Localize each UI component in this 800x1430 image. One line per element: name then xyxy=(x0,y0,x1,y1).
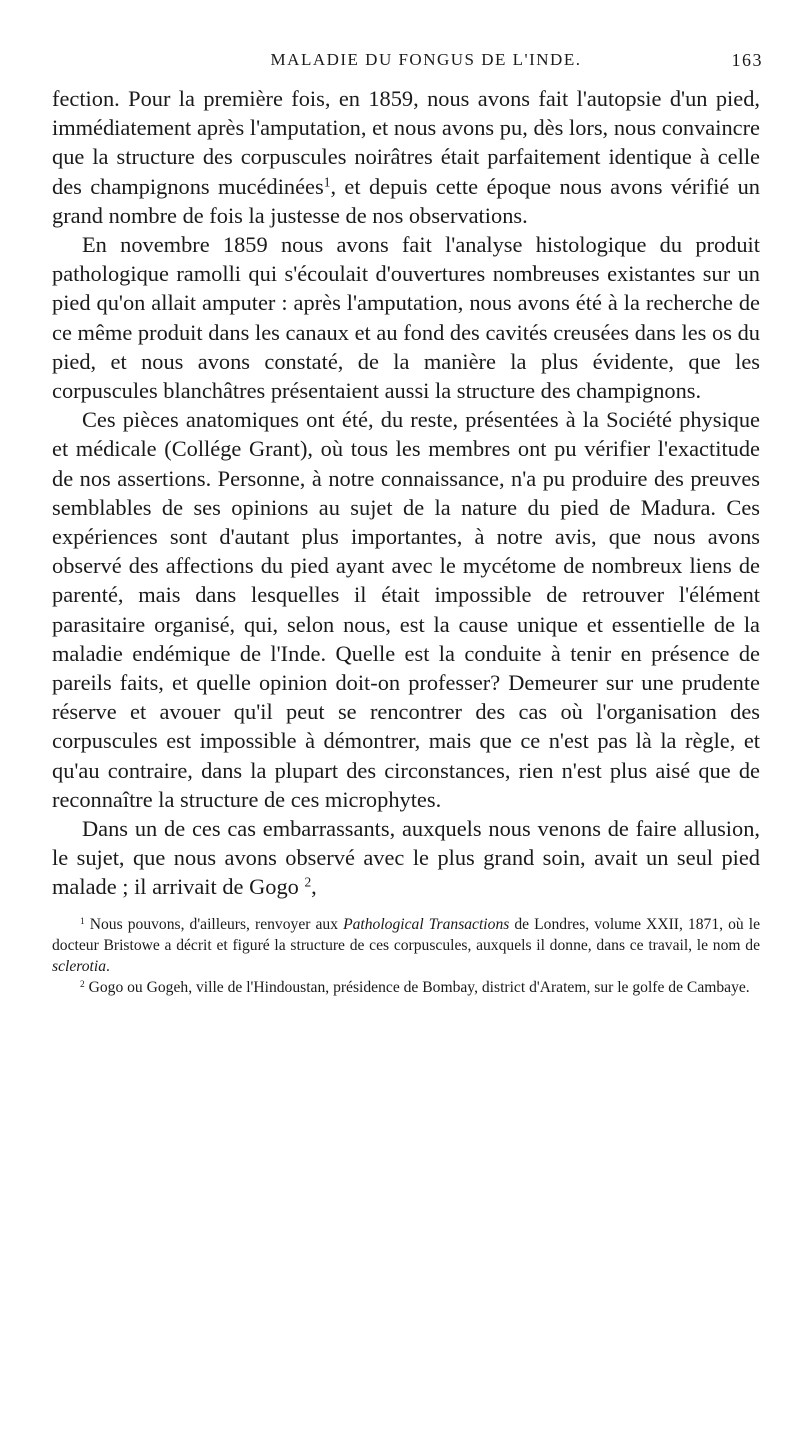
text-run: , xyxy=(311,874,317,900)
text-run: de Londres, volume XXII, 1871, où le docteur Bristowe a décrit et figuré la structure de ces corpuscules, auxquels il donne, dans ce travail, le nom de xyxy=(52,915,760,954)
text-run: Dans un de ces cas embarrassants, auxquels nous venons de faire allusion, le sujet, que nous avons observé avec le plus grand soin, avait un seul pied malade ; il arrivait de Gogo xyxy=(52,816,760,900)
body-text xyxy=(52,84,760,902)
paragraph xyxy=(52,84,760,230)
footnotes xyxy=(52,914,760,998)
running-title: MALADIE DU FONGUS DE L'INDE. xyxy=(270,50,582,69)
text-run: fection. Pour la première fois, en 1859, nous avons fait l'autopsie d'un pied, immédiatement après l'amputation, et nous avons pu, dès lors, nous convaincre que la structure des corpuscules noirâtres était parfaitement identique à celle des champignons mucédinées xyxy=(52,86,760,199)
text-run: . xyxy=(106,957,110,975)
page-number: 163 xyxy=(731,50,763,70)
text-run: En novembre 1859 nous avons fait l'analyse histologique du produit pathologique ramolli qui s'écoulait d'ouvertures nombreuses existantes sur un pied qu'on allait amputer : après l'amputation, nous avons été à la recherche de ce même produit dans les canaux et au fond des cavités creusées dans les os du pied, et nous avons constaté, de la manière la plus évidente, que les corpuscules blanchâtres présentaient aussi la structure des champignons. xyxy=(52,232,760,404)
paragraph xyxy=(52,230,760,405)
running-head xyxy=(52,50,763,84)
italic-text: Pathological Transactions xyxy=(343,915,510,933)
text-run: , et depuis cette époque nous avons vérifié un grand nombre de fois la justesse de nos observations. xyxy=(52,173,760,228)
text-run: Nous pouvons, d'ailleurs, renvoyer aux xyxy=(84,915,344,933)
footnote-ref: 2 xyxy=(304,875,312,891)
page xyxy=(52,50,763,998)
footnote-ref: 1 xyxy=(80,916,85,927)
footnote xyxy=(52,914,760,977)
text-run: Gogo ou Gogeh, ville de l'Hindoustan, présidence de Bombay, district d'Aratem, sur le golfe de Cambaye. xyxy=(84,978,750,996)
footnote-ref: 1 xyxy=(323,174,331,190)
paragraph xyxy=(52,405,760,814)
italic-text: sclerotia xyxy=(52,957,106,975)
text-run: Ces pièces anatomiques ont été, du reste, présentées à la Société physique et médicale (Collége Grant), où tous les membres ont pu vérifier l'exactitude de nos assertions. Personne, à notre connaissance, n'a pu produire des preuves semblables de ses opinions au sujet de la nature du pied de Madura. Ces expériences sont d'autant plus importantes, à notre avis, que nous avons observé des affections du pied ayant avec le mycétome de nombreux liens de parenté, mais dans lesquelles il était impossible de retrouver l'élément parasitaire organisé, qui, selon nous, est la cause unique et essentielle de la maladie endémique de l'Inde. Quelle est la conduite à tenir en présence de pareils faits, et quelle opinion doit-on professer? Demeurer sur une prudente réserve et avouer qu'il peut se rencontrer des cas où l'organisation des corpuscules est impossible à démontrer, mais que ce n'est pas là la règle, et qu'au contraire, dans la plupart des circonstances, rien n'est plus aisé que de reconnaître la structure de ces microphytes. xyxy=(52,407,760,812)
footnote-ref: 2 xyxy=(80,979,85,990)
paragraph xyxy=(52,814,760,902)
footnote xyxy=(52,977,760,998)
